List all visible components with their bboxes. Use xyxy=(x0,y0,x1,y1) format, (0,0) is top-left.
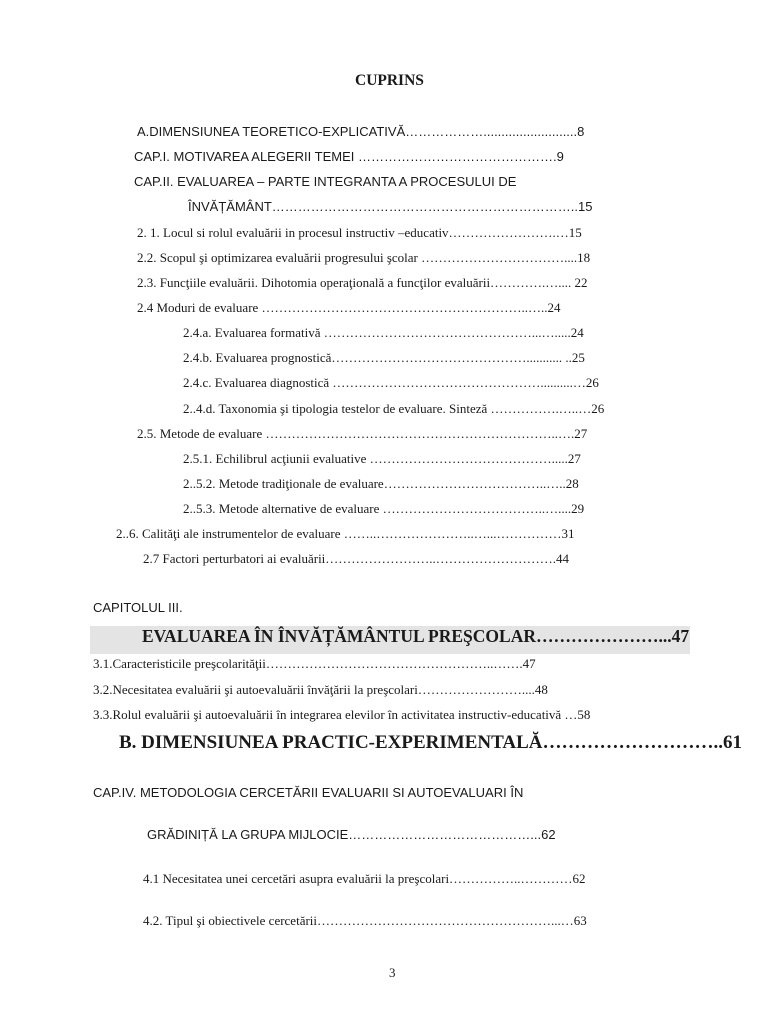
toc-entry: 2.7 Factori perturbatori ai evaluării……………………..……………………….44 xyxy=(143,551,570,566)
toc-entry: 2..6. Calităţi ale instrumentelor de evaluare ……..…………………..…...……………31 xyxy=(116,526,575,541)
page-title: CUPRINS xyxy=(355,72,424,89)
toc-entry: 2..5.3. Metode alternative de evaluare ………………………………..…....29 xyxy=(183,501,585,516)
toc-entry: 2.4.b. Evaluarea prognostică………………………………………........... ..25 xyxy=(183,350,585,365)
chapter-heading: CAPITOLUL III. xyxy=(93,600,183,615)
toc-entry: 2..4.d. Taxonomia şi tipologia testelor de evaluare. Sinteză …………….…..…26 xyxy=(183,401,605,416)
toc-entry: 2.4 Moduri de evaluare ……………………………………………………..…..24 xyxy=(137,300,561,315)
toc-entry: ÎNVĂȚĂMÂNT……………………………………………………………..15 xyxy=(188,199,593,214)
toc-entry: 4.2. Tipul şi obiectivele cercetării………………………………………………...…63 xyxy=(143,913,587,928)
toc-entry-bold: EVALUAREA ÎN ÎNVĂȚĂMÂNTUL PREŞCOLAR…………………...47 xyxy=(142,626,690,646)
toc-entry: 2.3. Funcţiile evaluării. Dihotomia operaţională a funcţilor evaluării………….….... 22 xyxy=(137,275,588,290)
toc-entry: 3.1.Caracteristicile preşcolarităţii……………………………………………..…….47 xyxy=(93,656,536,671)
section-heading: B. DIMENSIUNEA PRACTIC-EXPERIMENTALĂ………………………..61 xyxy=(119,732,742,753)
toc-entry: 2. 1. Locul si rolul evaluării in procesul instructiv –educativ…………………….…15 xyxy=(137,225,582,240)
toc-entry: 2.4.a. Evaluarea formativă …………………………………………...….....24 xyxy=(183,325,584,340)
toc-entry: 3.3.Rolul evaluării şi autoevaluării în integrarea elevilor în activitatea instructiv-educativă …58 xyxy=(93,707,591,722)
toc-entry: GRĂDINIȚĂ LA GRUPA MIJLOCIE……………………………………...62 xyxy=(147,827,556,842)
toc-entry: 2..5.2. Metode tradiţionale de evaluare………………………………..…..28 xyxy=(183,476,579,491)
toc-entry: CAP.I. MOTIVAREA ALEGERII TEMEI ……………………………………….9 xyxy=(134,149,564,164)
page-number: 3 xyxy=(389,965,396,980)
toc-entry: 4.1 Necesitatea unei cercetări asupra evaluării la preşcolari……………..…………62 xyxy=(143,871,586,886)
toc-entry: 2.5.1. Echilibrul acţiunii evaluative …………………………………….....27 xyxy=(183,451,581,466)
toc-entry: A.DIMENSIUNEA TEORETICO-EXPLICATIVĂ………………..........................8 xyxy=(137,124,585,139)
chapter-heading: CAP.IV. METODOLOGIA CERCETĂRII EVALUARII SI AUTOEVALUARI ÎN xyxy=(93,785,524,800)
toc-entry: CAP.II. EVALUAREA – PARTE INTEGRANTA A PROCESULUI DE xyxy=(134,174,517,189)
toc-entry: 3.2.Necesitatea evaluării şi autoevaluării învăţării la preşcolari……………………....48 xyxy=(93,682,548,697)
toc-entry: 2.2. Scopul şi optimizarea evaluării progresului şcolar ……………………………....18 xyxy=(137,250,591,265)
toc-entry: 2.4.c. Evaluarea diagnostică …………………………………………..........…26 xyxy=(183,375,599,390)
toc-entry: 2.5. Metode de evaluare …………………………………………………………..….27 xyxy=(137,426,588,441)
